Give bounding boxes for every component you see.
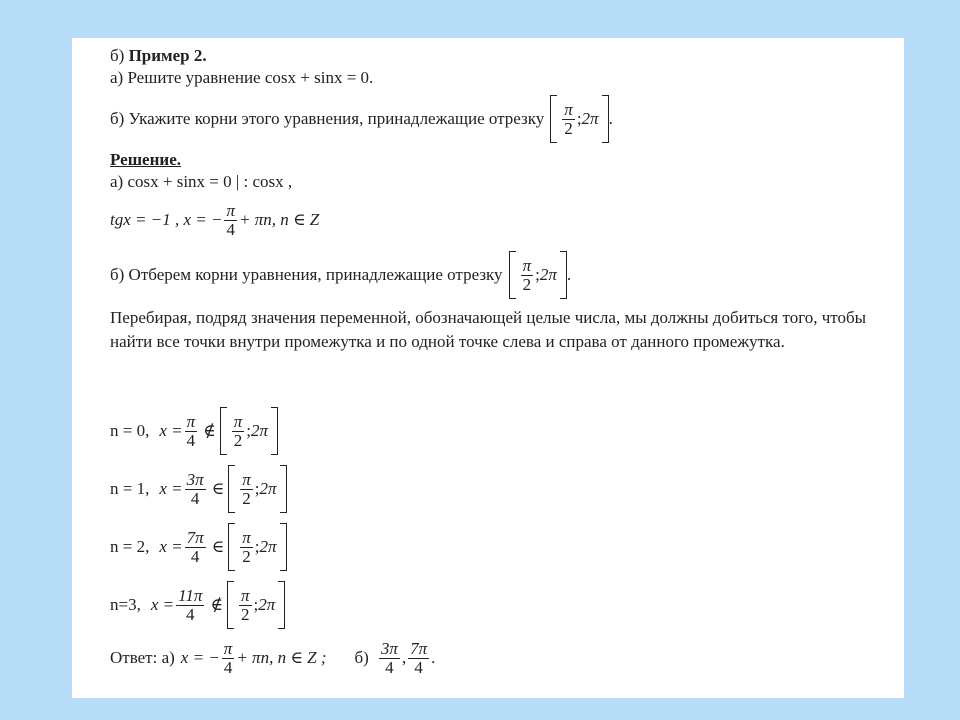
case-fraction: $\frac{7\pi}{4}$ [186,527,204,566]
left-bracket-icon [227,581,234,629]
right-bracket-icon [602,95,609,143]
left-bracket-icon [228,523,235,571]
left-bracket-icon [550,95,557,143]
case-n-label: n = 1, [110,479,150,498]
left-bracket-icon [509,251,516,299]
fraction-pi-over-2: $\frac{\pi}{2}$ [564,99,573,138]
case-fraction: $\frac{3\pi}{4}$ [186,469,204,508]
case-row: n = 1, x = $\frac{3\pi}{4}$ ∈ $\frac{\pi}{2}$ ; 2π [110,464,287,514]
example-header [110,46,207,66]
answer-label: Ответ: а) [110,648,175,667]
task-b: б) Укажите корни этого уравнения, принадлежащие отрезку $\frac{\pi}{2}$ ; 2π . [110,94,613,144]
solution-paragraph: Перебирая, подряд значения переменной, обозначающей целые числа, мы должны добиться того, чтобы найти все точки внутри промежутка и по одной точке слева и справа от данного промежутка. [110,308,867,351]
right-bracket-icon [280,523,287,571]
case-row: n = 0, x = $\frac{\pi}{4}$ ∉ $\frac{\pi}{2}$ ; 2π [110,406,278,456]
relation-symbol: ∉ [210,595,223,614]
solution-a-line: а) cosx + sinx = 0 | : cosx , [110,172,293,191]
slide-page [72,38,904,698]
interval-bracket: $\frac{\pi}{2}$ ; 2π [550,95,608,143]
example-title: Пример 2. [128,46,207,65]
relation-symbol: ∈ [211,479,225,498]
tg-equation: tgx = −1 , x = − $\frac{\pi}{4}$ + πn, n ∈ Z [110,200,320,239]
case-n-label: n = 2, [110,537,150,556]
solution-title: Решение. [110,150,181,169]
right-bracket-icon [278,581,285,629]
case-n-label: n = 0, [110,421,150,440]
relation-symbol: ∉ [203,421,216,440]
answer-line: Ответ: а) x = − $\frac{\pi}{4}$ + πn, n ∈ Z ; б) $\frac{3\pi}{4}$ , $\frac{7\pi}{4}$ . [110,638,436,677]
left-bracket-icon [220,407,227,455]
task-b-text: б) Укажите корни этого уравнения, принадлежащие отрезку [110,109,545,128]
case-fraction: $\frac{11\pi}{4}$ [178,585,203,624]
relation-symbol: ∈ [211,537,225,556]
solution-b-line: б) Отберем корни уравнения, принадлежащие отрезку $\frac{\pi}{2}$ ; 2π . [110,250,571,300]
interval-bracket: $\frac{\pi}{2}$ ; 2π [220,407,278,455]
case-fraction: $\frac{\pi}{4}$ [186,411,196,450]
right-bracket-icon [271,407,278,455]
right-bracket-icon [280,465,287,513]
case-row: n=3, x = $\frac{11\pi}{4}$ ∉ $\frac{\pi}{2}$ ; 2π [110,580,285,630]
interval-bracket: $\frac{\pi}{2}$ ; 2π [228,465,286,513]
example-prefix: б) [110,46,125,65]
right-bracket-icon [560,251,567,299]
case-n-label: n=3, [110,595,141,614]
fraction-pi-over-4: $\frac{\pi}{4}$ [226,200,235,239]
task-a: а) Решите уравнение cosx + sinx = 0. [110,68,374,87]
interval-bracket: $\frac{\pi}{2}$ ; 2π [227,581,285,629]
case-row: n = 2, x = $\frac{7\pi}{4}$ ∈ $\frac{\pi}{2}$ ; 2π [110,522,287,572]
left-bracket-icon [228,465,235,513]
interval-bracket: $\frac{\pi}{2}$ ; 2π [509,251,567,299]
interval-bracket: $\frac{\pi}{2}$ ; 2π [228,523,286,571]
